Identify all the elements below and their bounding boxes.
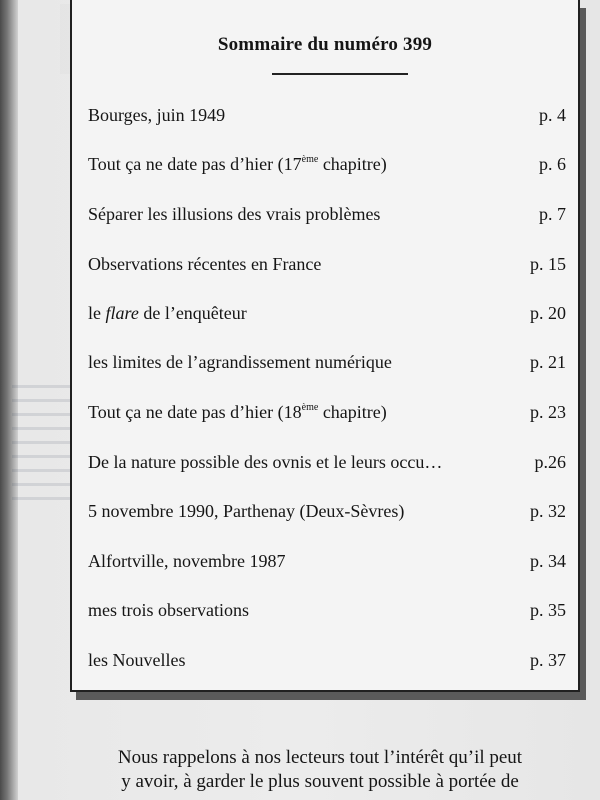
toc-entry (88, 303, 566, 333)
entry-page: p. 35 (530, 600, 566, 620)
title-underline (272, 73, 408, 75)
notice-line: y avoir, à garder le plus souvent possible à portée de (121, 771, 519, 792)
entry-title: les Nouvelles (88, 650, 186, 670)
entry-page: p. 7 (539, 204, 566, 224)
toc-entry (88, 254, 566, 284)
toc-entry (88, 600, 566, 630)
toc-entry (88, 402, 566, 432)
entry-title: Tout ça ne date pas d’hier (17ème chapitre) (88, 154, 387, 174)
entry-page: p. 32 (530, 501, 566, 521)
reader-notice (60, 746, 580, 794)
toc-entry (88, 105, 566, 135)
toc-entry (88, 551, 566, 581)
entry-page: p. 15 (530, 254, 566, 274)
entry-title: mes trois observations (88, 600, 249, 620)
entry-page: p. 6 (539, 154, 566, 174)
toc-entry (88, 154, 566, 184)
entry-title: le flare de l’enquêteur (88, 303, 247, 323)
entry-title: 5 novembre 1990, Parthenay (Deux-Sèvres) (88, 501, 405, 521)
entry-page: p. 34 (530, 551, 566, 571)
toc-entry (88, 501, 566, 531)
entry-page: p.26 (534, 452, 566, 472)
entry-title: Observations récentes en France (88, 254, 322, 274)
toc-entry (88, 452, 566, 482)
entry-title: les limites de l’agrandissement numérique (88, 352, 392, 372)
entry-page: p. 4 (539, 105, 566, 125)
toc-title: Sommaire du numéro 399 (217, 34, 433, 55)
entry-title: Alfortville, novembre 1987 (88, 551, 286, 571)
entry-title: Bourges, juin 1949 (88, 105, 226, 125)
entry-page: p. 20 (530, 303, 566, 323)
entry-page: p. 21 (530, 352, 566, 372)
toc-entry (88, 204, 566, 234)
entry-title: Séparer les illusions des vrais problèmes (88, 204, 381, 224)
entry-title: Tout ça ne date pas d’hier (18ème chapitre) (88, 402, 387, 422)
notice-line: Nous rappelons à nos lecteurs tout l’intérêt qu’il peut (117, 747, 523, 768)
toc-entry (88, 650, 566, 680)
entry-title: De la nature possible des ovnis et le leurs occu… (88, 452, 443, 472)
entry-page: p. 37 (530, 650, 566, 670)
table-of-contents-box (70, 0, 580, 692)
entry-page: p. 23 (530, 402, 566, 422)
toc-entry (88, 352, 566, 382)
